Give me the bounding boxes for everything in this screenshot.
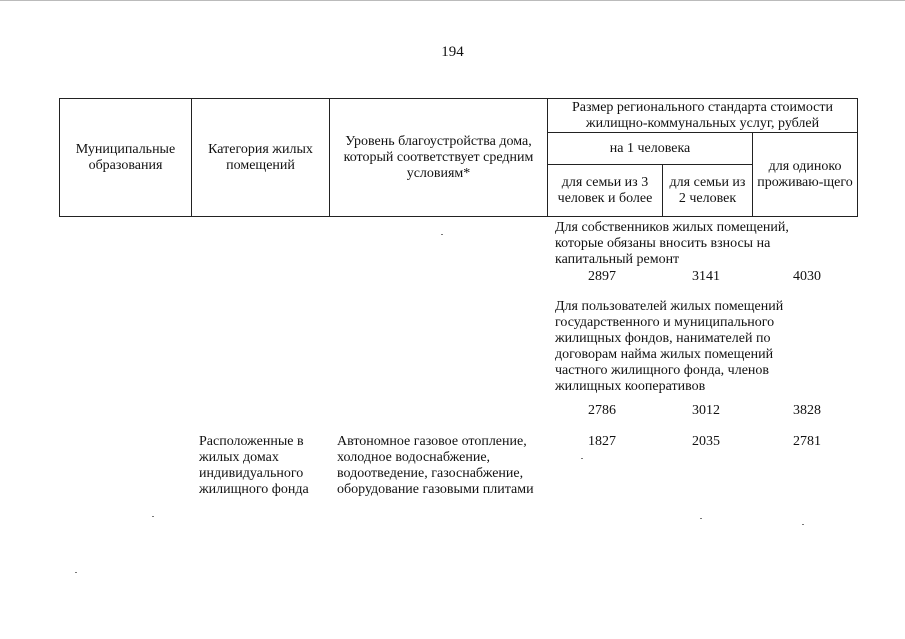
row-amenities: Автономное газовое отопление, холодное водоснабжение, водоотведение, газоснабжение, оборудование газовыми плитами — [337, 434, 534, 497]
value-tenants-single: 3828 — [793, 403, 821, 418]
col-single: для одиноко проживаю-щего — [753, 133, 858, 217]
value-row-family3: 1827 — [588, 434, 616, 449]
col-municipalities: Муниципальные образования — [60, 99, 192, 217]
value-tenants-family2: 3012 — [692, 403, 720, 418]
col-category: Категория жилых помещений — [192, 99, 330, 217]
value-owners-family2: 3141 — [692, 269, 720, 284]
value-owners-single: 4030 — [793, 269, 821, 284]
scan-speck — [152, 516, 154, 517]
scan-speck — [581, 458, 583, 459]
col-amenities: Уровень благоустройства дома, который соответствует средним условиям* — [330, 99, 548, 217]
col-family3: для семьи из 3 человек и более — [548, 165, 663, 217]
section-tenants-label: Для пользователей жилых помещений государственного и муниципального жилищных фондов, нанимателей по договорам найма жилых помещений частного жилищного фонда, членов жилищных кооперативов — [555, 299, 784, 394]
row-category: Расположенные в жилых домах индивидуального жилищного фонда — [199, 434, 309, 497]
scan-speck — [700, 518, 702, 519]
table-header — [59, 98, 858, 217]
section-owners-label: Для собственников жилых помещений, которые обязаны вносить взносы на капитальный ремонт — [555, 220, 789, 267]
scan-edge — [0, 0, 905, 1]
value-owners-family3: 2897 — [588, 269, 616, 284]
col-per-person: на 1 человека — [548, 133, 753, 165]
value-row-single: 2781 — [793, 434, 821, 449]
col-standard-title: Размер регионального стандарта стоимости жилищно-коммунальных услуг, рублей — [548, 99, 858, 133]
value-row-family2: 2035 — [692, 434, 720, 449]
page-number: 194 — [441, 44, 464, 60]
col-family2: для семьи из 2 человек — [663, 165, 753, 217]
scan-speck — [441, 234, 443, 235]
scan-speck — [75, 572, 77, 573]
value-tenants-family3: 2786 — [588, 403, 616, 418]
scan-speck — [802, 524, 804, 525]
